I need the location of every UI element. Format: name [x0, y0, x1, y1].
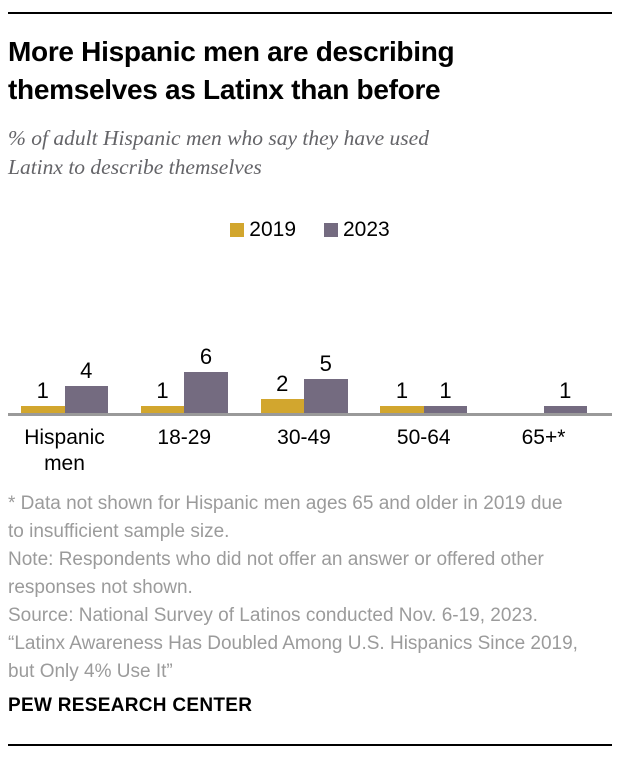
bar-2023 [424, 406, 468, 413]
footnote-line: but Only 4% Use It” [8, 661, 173, 682]
bar-value-label: 5 [319, 351, 332, 376]
bar-2019 [261, 399, 305, 413]
bar-2019 [21, 406, 65, 413]
bar-group [380, 379, 467, 413]
category-label: Hispanic men [24, 426, 105, 475]
bars-area [21, 242, 587, 413]
bar-value-label: 6 [199, 344, 213, 369]
category-labels-row [21, 425, 587, 477]
footnotes [8, 490, 612, 686]
legend-swatch-2019 [230, 223, 244, 237]
bar-slot-2019 [21, 379, 65, 413]
bar-value-label: 1 [439, 378, 452, 403]
bar-value-label: 4 [80, 358, 93, 383]
title-line: themselves as Latinx than before [8, 74, 441, 105]
subtitle-line: % of adult Hispanic men who say they have used [8, 126, 429, 150]
top-rule [8, 12, 612, 14]
bar-slot-2023 [65, 359, 109, 413]
footnote-line: to insufficient sample size. [8, 521, 230, 542]
footnote-line: * Data not shown for Hispanic men ages 65 and older in 2019 due [8, 493, 563, 514]
bar-2019 [141, 406, 185, 413]
footnote-line: responses not shown. [8, 577, 193, 598]
bar-slot-2019 [261, 372, 305, 413]
bar-2023 [184, 372, 228, 413]
footnote-line: “Latinx Awareness Has Doubled Among U.S. Hispanics Since 2019, [8, 633, 578, 654]
bar-value-label: 1 [36, 378, 49, 403]
legend-swatch-2023 [324, 223, 338, 237]
legend-label-2019: 2019 [249, 218, 296, 241]
category-label: 30-49 [277, 426, 331, 449]
bar-slot-2023 [184, 345, 228, 413]
bar-group [261, 352, 348, 413]
bar-value-label: 1 [395, 378, 409, 403]
bar-slot-2023 [544, 379, 588, 413]
bar-2023 [65, 386, 109, 413]
x-axis-line [8, 413, 612, 416]
bar-value-label: 1 [559, 378, 572, 403]
bottom-rule [8, 744, 612, 746]
bar-group [21, 359, 108, 413]
brand-label: PEW RESEARCH CENTER [8, 695, 253, 716]
legend-item-2023 [324, 218, 390, 242]
bar-group [500, 379, 587, 413]
subtitle-line: Latinx to describe themselves [8, 155, 262, 179]
bar-slot-2019 [380, 379, 424, 413]
bar-slot-2019 [141, 379, 185, 413]
bar-group [141, 345, 228, 413]
chart-subtitle [8, 124, 612, 182]
bar-slot-2023 [424, 379, 468, 413]
bar-value-label: 2 [276, 371, 289, 396]
legend-item-2019 [230, 218, 296, 242]
page-title [8, 33, 612, 109]
category-label: 65+* [521, 426, 566, 449]
bar-2023 [304, 379, 348, 413]
category-label: 50-64 [396, 426, 451, 449]
category-label: 18-29 [157, 426, 212, 449]
title-line: More Hispanic men are describing [8, 36, 455, 67]
legend [0, 218, 620, 242]
bar-2023 [544, 406, 588, 413]
legend-label-2023: 2023 [343, 218, 390, 241]
footnote-line: Note: Respondents who did not offer an answer or offered other [8, 549, 544, 570]
bar-slot-2023 [304, 352, 348, 413]
bar-2019 [380, 406, 424, 413]
bar-value-label: 1 [156, 378, 169, 403]
footnote-line: Source: National Survey of Latinos conducted Nov. 6-19, 2023. [8, 605, 538, 626]
